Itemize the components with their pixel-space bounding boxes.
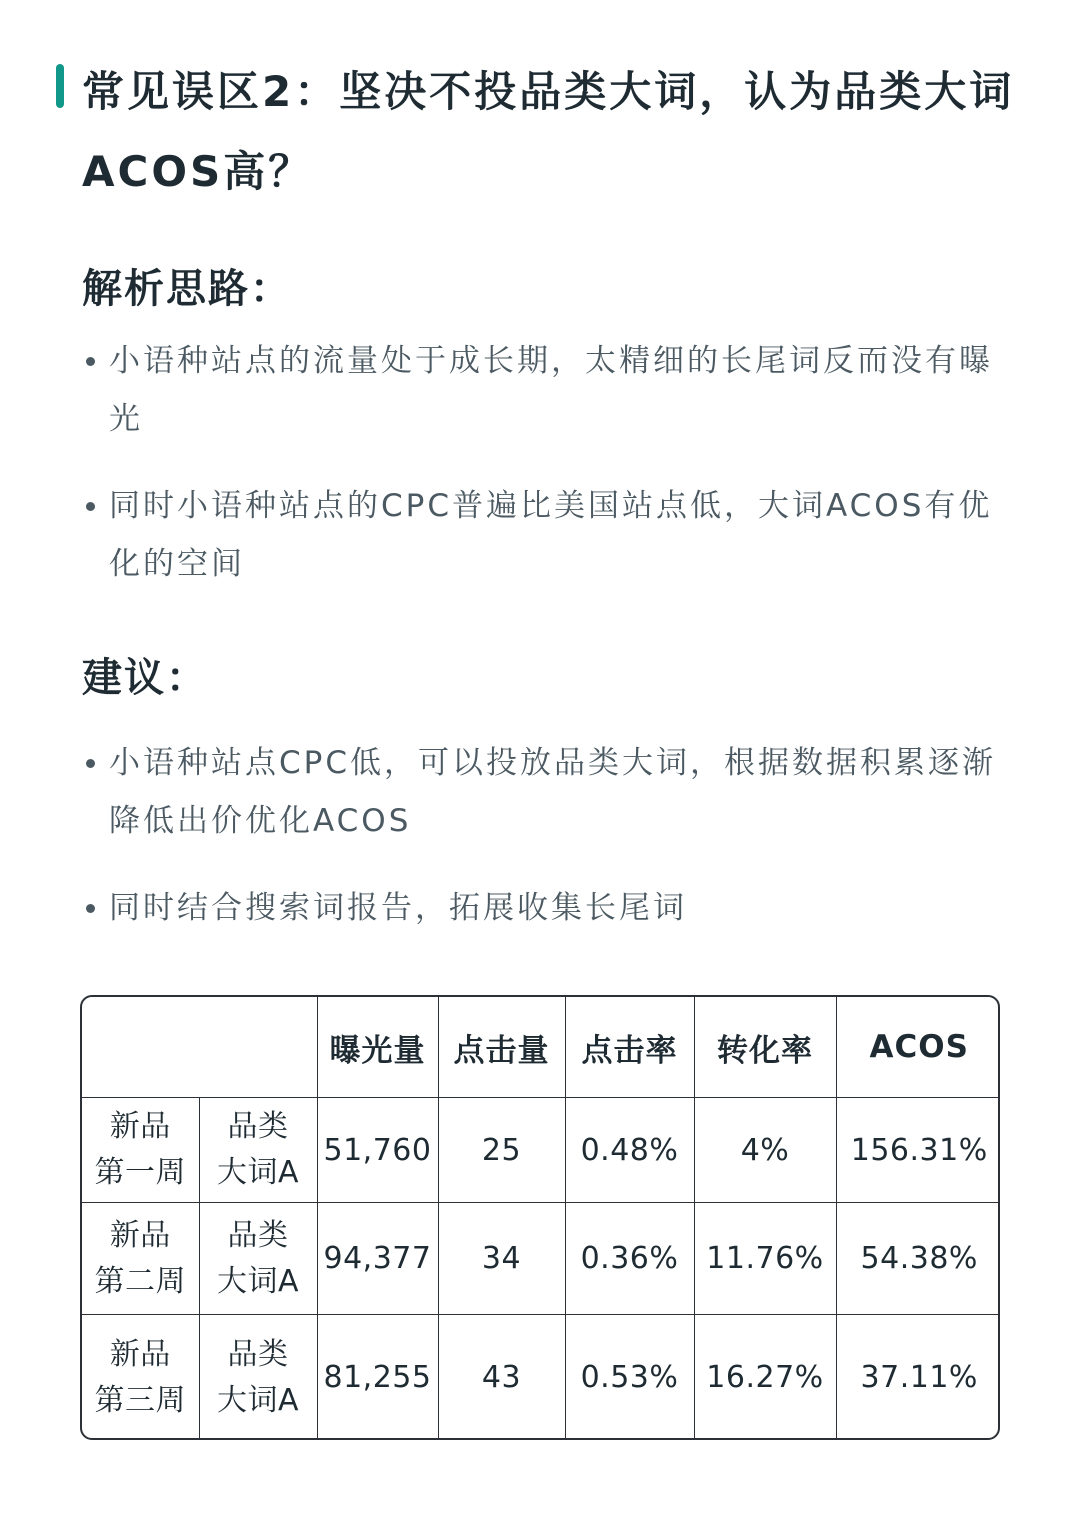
list-item [82, 879, 1002, 937]
analysis-heading: 解析思路： [82, 266, 292, 312]
impressions-cell: 94,377 [317, 1203, 438, 1315]
table-header-impressions: 曝光量 [317, 997, 438, 1098]
bullet-dot-icon [86, 904, 95, 913]
ctr-cell: 0.48% [565, 1098, 694, 1203]
keyword-cell [199, 1315, 317, 1441]
table-header-clicks: 点击量 [438, 997, 565, 1098]
period-cell [82, 1203, 199, 1315]
bullet-dot-icon [86, 502, 95, 511]
impressions-cell: 51,760 [317, 1098, 438, 1203]
table-header-cvr: 转化率 [694, 997, 836, 1098]
keyword-line: 品类 [227, 1217, 289, 1253]
page-title: 常见误区2：坚决不投品类大词，认为品类大词ACOS高？ [82, 67, 1015, 196]
table-header-empty [82, 997, 317, 1098]
suggestion-heading: 建议： [82, 655, 208, 701]
bullet-text: 同时小语种站点的CPC普遍比美国站点低，大词ACOS有优化的空间 [109, 488, 993, 582]
bullet-text: 小语种站点的流量处于成长期，太精细的长尾词反而没有曝光 [109, 343, 993, 437]
period-line: 第三周 [94, 1382, 186, 1418]
list-item [82, 332, 1002, 448]
keyword-line: 大词A [216, 1382, 300, 1418]
period-cell [82, 1315, 199, 1441]
ctr-cell: 0.36% [565, 1203, 694, 1315]
period-line: 新品 [109, 1109, 171, 1144]
table-header-ctr: 点击率 [565, 997, 694, 1098]
table-row [82, 1203, 1000, 1315]
keyword-cell [199, 1098, 317, 1203]
period-line: 新品 [109, 1336, 171, 1372]
keyword-line: 大词A [216, 1263, 300, 1299]
clicks-cell: 34 [438, 1203, 565, 1315]
cvr-cell: 11.76% [694, 1203, 836, 1315]
list-item [82, 477, 1002, 593]
keyword-line: 大词A [216, 1155, 300, 1190]
period-line: 第一周 [94, 1155, 186, 1190]
table-header-row [82, 997, 1000, 1098]
title-accent-bar [56, 64, 64, 108]
acos-cell: 156.31% [836, 1098, 1000, 1203]
period-cell [82, 1098, 199, 1203]
clicks-cell: 25 [438, 1098, 565, 1203]
clicks-cell: 43 [438, 1315, 565, 1441]
data-table [80, 995, 1000, 1440]
bullet-dot-icon [86, 759, 95, 768]
keyword-cell [199, 1203, 317, 1315]
acos-cell: 37.11% [836, 1315, 1000, 1441]
period-line: 新品 [109, 1217, 171, 1253]
list-item [82, 734, 1002, 850]
table-row [82, 1098, 1000, 1203]
cvr-cell: 4% [694, 1098, 836, 1203]
analysis-bullet-list [82, 332, 1002, 622]
bullet-text: 同时结合搜索词报告，拓展收集长尾词 [109, 890, 687, 926]
table-row [82, 1315, 1000, 1441]
suggestion-bullet-list [82, 734, 1002, 966]
bullet-text: 小语种站点CPC低，可以投放品类大词，根据数据积累逐渐降低出价优化ACOS [109, 745, 996, 839]
keyword-line: 品类 [227, 1109, 289, 1144]
keyword-line: 品类 [227, 1336, 289, 1372]
table-header-acos: ACOS [836, 997, 1000, 1098]
period-line: 第二周 [94, 1263, 186, 1299]
impressions-cell: 81,255 [317, 1315, 438, 1441]
acos-cell: 54.38% [836, 1203, 1000, 1315]
cvr-cell: 16.27% [694, 1315, 836, 1441]
bullet-dot-icon [86, 357, 95, 366]
ctr-cell: 0.53% [565, 1315, 694, 1441]
